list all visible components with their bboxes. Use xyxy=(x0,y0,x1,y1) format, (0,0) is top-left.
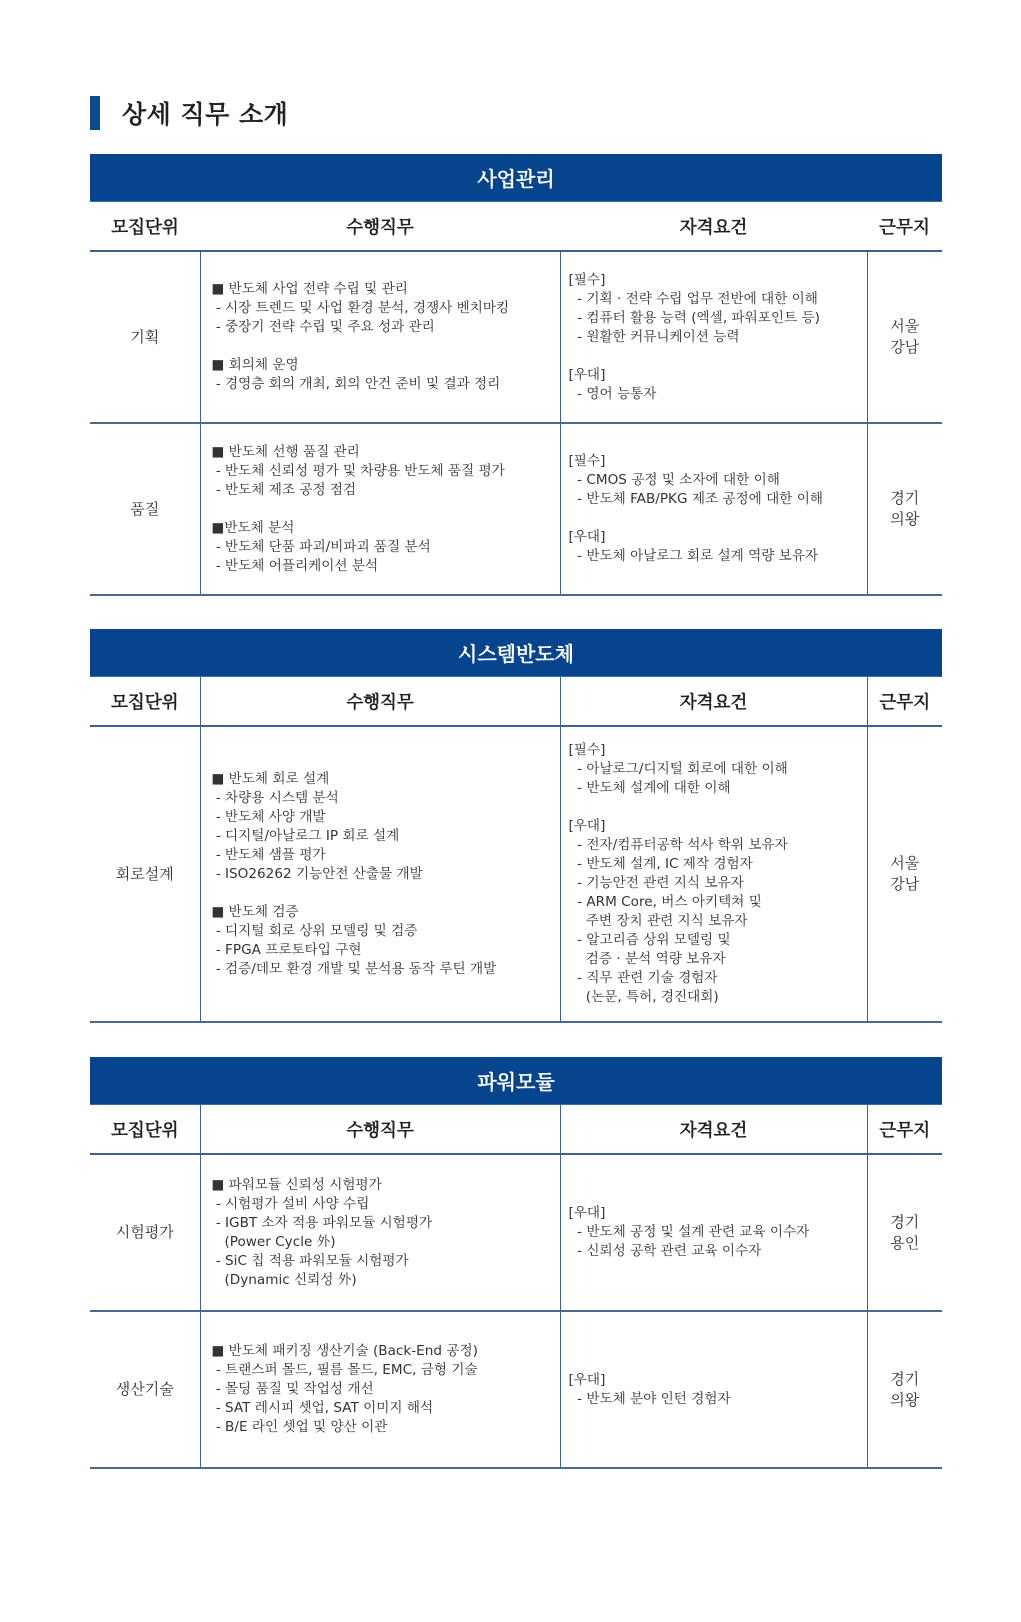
unit-cell: 회로설계 xyxy=(90,726,200,1022)
requirements-cell xyxy=(560,423,867,595)
duty-item: - 시장 트렌드 및 사업 환경 분석, 경쟁사 벤치마킹 xyxy=(211,300,510,316)
duties-cell xyxy=(200,726,560,1022)
header-duties: 수행직무 xyxy=(200,677,560,726)
table-row xyxy=(90,251,942,423)
duty-heading: ■ 반도체 패키징 생산기술 (Back-End 공정) xyxy=(211,1343,478,1359)
header-location: 근무지 xyxy=(867,1105,942,1154)
table-row xyxy=(90,423,942,595)
unit-cell: 기획 xyxy=(90,251,200,423)
req-label: [우대] xyxy=(568,366,606,383)
duty-item: - IGBT 소자 적용 파워모듈 시험평가 xyxy=(211,1214,433,1231)
duty-item: - 반도체 사양 개발 xyxy=(211,808,326,825)
location-line: 용인 xyxy=(890,1233,920,1252)
location-cell xyxy=(867,423,942,595)
location-cell xyxy=(867,726,942,1022)
duty-heading: ■ 회의체 운영 xyxy=(211,357,299,373)
duties-cell xyxy=(200,1154,560,1311)
header-unit: 모집단위 xyxy=(90,202,200,251)
duty-item: - 시험평가 설비 사양 수립 xyxy=(211,1195,370,1212)
duty-item: - SAT 레시피 셋업, SAT 이미지 해석 xyxy=(211,1400,434,1416)
duty-item: - 검증/데모 환경 개발 및 분석용 동작 루틴 개발 xyxy=(211,960,497,977)
req-item: - 기능안전 관련 지식 보유자 xyxy=(568,875,744,891)
duty-heading: ■반도체 분석 xyxy=(211,519,295,536)
req-label: [필수] xyxy=(568,742,606,758)
duties-cell xyxy=(200,423,560,595)
duty-item: - B/E 라인 셋업 및 양산 이관 xyxy=(211,1419,388,1435)
req-item: - 컴퓨터 활용 능력 (엑셀, 파워포인트 등) xyxy=(568,309,820,326)
duty-item: - 반도체 단품 파괴/비파괴 품질 분석 xyxy=(211,538,431,555)
duty-heading: ■ 반도체 사업 전략 수립 및 관리 xyxy=(211,281,408,297)
unit-cell: 품질 xyxy=(90,423,200,595)
req-item: - 반도체 분야 인턴 경험자 xyxy=(568,1390,731,1407)
req-item: - 직무 관련 기술 경험자 xyxy=(568,970,718,986)
job-table xyxy=(90,202,942,596)
duty-heading: ■ 파워모듈 신뢰성 시험평가 xyxy=(211,1176,382,1193)
page-title-text: 상세 직무 소개 xyxy=(122,100,289,129)
header-unit: 모집단위 xyxy=(90,1105,200,1154)
title-accent-bar xyxy=(90,96,100,130)
duty-item: (Dynamic 신뢰성 外) xyxy=(211,1271,357,1288)
duty-item: - 디지털/아날로그 IP 회로 설계 xyxy=(211,827,400,844)
location-line: 강남 xyxy=(890,875,920,893)
section-business-management xyxy=(90,154,942,596)
req-item: - CMOS 공정 및 소자에 대한 이해 xyxy=(568,472,780,488)
table-row xyxy=(90,1311,942,1468)
req-item: - 반도체 FAB/PKG 제조 공정에 대한 이해 xyxy=(568,491,823,507)
duty-heading: ■ 반도체 검증 xyxy=(211,903,299,920)
req-item: - 반도체 공정 및 설계 관련 교육 이수자 xyxy=(568,1224,810,1240)
duty-item: - 차량용 시스템 분석 xyxy=(211,789,339,806)
duties-cell xyxy=(200,251,560,423)
location-line: 서울 xyxy=(890,317,920,335)
req-label: [우대] xyxy=(568,529,606,545)
header-requirements: 자격요건 xyxy=(560,202,867,251)
req-label: [필수] xyxy=(568,453,606,469)
section-banner: 시스템반도체 xyxy=(90,629,942,677)
req-item: - 원활한 커뮤니케이션 능력 xyxy=(568,328,740,345)
req-item: - 반도체 설계, IC 제작 경험자 xyxy=(568,856,753,872)
req-item: - 알고리즘 상위 모델링 및 xyxy=(568,932,731,948)
table-header-row xyxy=(90,677,942,726)
unit-cell: 생산기술 xyxy=(90,1311,200,1468)
duty-item: - 반도체 제조 공정 점검 xyxy=(211,481,357,498)
unit-cell: 시험평가 xyxy=(90,1154,200,1311)
req-item: - 기획 · 전략 수립 업무 전반에 대한 이해 xyxy=(568,290,818,307)
location-line: 경기 xyxy=(890,489,920,507)
req-item: - 전자/컴퓨터공학 석사 학위 보유자 xyxy=(568,837,788,853)
table-header-row xyxy=(90,202,942,251)
req-item: - 반도체 아날로그 회로 설계 역량 보유자 xyxy=(568,548,819,564)
req-label: [우대] xyxy=(568,818,606,834)
req-label: [우대] xyxy=(568,1205,606,1221)
req-item: - 아날로그/디지털 회로에 대한 이해 xyxy=(568,761,788,777)
duty-item: - 디지털 회로 상위 모델링 및 검증 xyxy=(211,922,418,939)
job-table xyxy=(90,1105,942,1469)
req-item: - 신뢰성 공학 관련 교육 이수자 xyxy=(568,1243,762,1259)
page-title xyxy=(90,96,288,130)
duty-item: (Power Cycle 外) xyxy=(211,1233,336,1250)
section-system-semiconductor xyxy=(90,629,942,1023)
location-line: 의왕 xyxy=(890,510,920,528)
section-banner: 파워모듈 xyxy=(90,1057,942,1105)
req-item: - 영어 능통자 xyxy=(568,385,657,402)
location-line: 의왕 xyxy=(890,1390,920,1409)
requirements-cell xyxy=(560,726,867,1022)
header-location: 근무지 xyxy=(867,677,942,726)
duty-item: - SiC 칩 적용 파워모듈 시험평가 xyxy=(211,1252,409,1269)
header-requirements: 자격요건 xyxy=(560,1105,867,1154)
req-item: - ARM Core, 버스 아키텍쳐 및 xyxy=(568,894,762,910)
duty-item: - 트랜스퍼 몰드, 필름 몰드, EMC, 금형 기술 xyxy=(211,1362,478,1378)
table-header-row xyxy=(90,1105,942,1154)
duty-heading: ■ 반도체 회로 설계 xyxy=(211,770,330,787)
requirements-cell xyxy=(560,251,867,423)
header-duties: 수행직무 xyxy=(200,1105,560,1154)
req-item: 주변 장치 관련 지식 보유자 xyxy=(568,913,748,929)
location-cell xyxy=(867,1154,942,1311)
section-banner: 사업관리 xyxy=(90,154,942,202)
duty-item: - 반도체 샘플 평가 xyxy=(211,846,326,863)
duty-item: - FPGA 프로토타입 구현 xyxy=(211,941,362,958)
duty-item: - 반도체 어플리케이션 분석 xyxy=(211,557,379,574)
location-line: 서울 xyxy=(890,854,920,872)
req-label: [필수] xyxy=(568,271,606,288)
table-row xyxy=(90,1154,942,1311)
job-table xyxy=(90,677,942,1023)
table-row xyxy=(90,726,942,1022)
location-cell xyxy=(867,251,942,423)
section-power-module xyxy=(90,1057,942,1469)
location-line: 강남 xyxy=(890,338,920,356)
location-line: 경기 xyxy=(890,1212,920,1231)
location-cell xyxy=(867,1311,942,1468)
duty-heading: ■ 반도체 선행 품질 관리 xyxy=(211,443,360,460)
duty-item: - 중장기 전략 수립 및 주요 성과 관리 xyxy=(211,319,435,335)
duties-cell xyxy=(200,1311,560,1468)
location-line: 경기 xyxy=(890,1369,920,1388)
req-item: 검증 · 분석 역량 보유자 xyxy=(568,951,726,967)
header-requirements: 자격요건 xyxy=(560,677,867,726)
duty-item: - 경영층 회의 개최, 회의 안건 준비 및 결과 정리 xyxy=(211,376,501,392)
req-label: [우대] xyxy=(568,1371,606,1388)
header-duties: 수행직무 xyxy=(200,202,560,251)
duty-item: - ISO26262 기능안전 산출물 개발 xyxy=(211,865,423,882)
req-item: (논문, 특허, 경진대회) xyxy=(568,989,719,1005)
requirements-cell xyxy=(560,1154,867,1311)
header-location: 근무지 xyxy=(867,202,942,251)
req-item: - 반도체 설계에 대한 이해 xyxy=(568,780,731,796)
duty-item: - 몰딩 품질 및 작업성 개선 xyxy=(211,1381,374,1397)
header-unit: 모집단위 xyxy=(90,677,200,726)
requirements-cell xyxy=(560,1311,867,1468)
duty-item: - 반도체 신뢰성 평가 및 차량용 반도체 품질 평가 xyxy=(211,462,505,479)
